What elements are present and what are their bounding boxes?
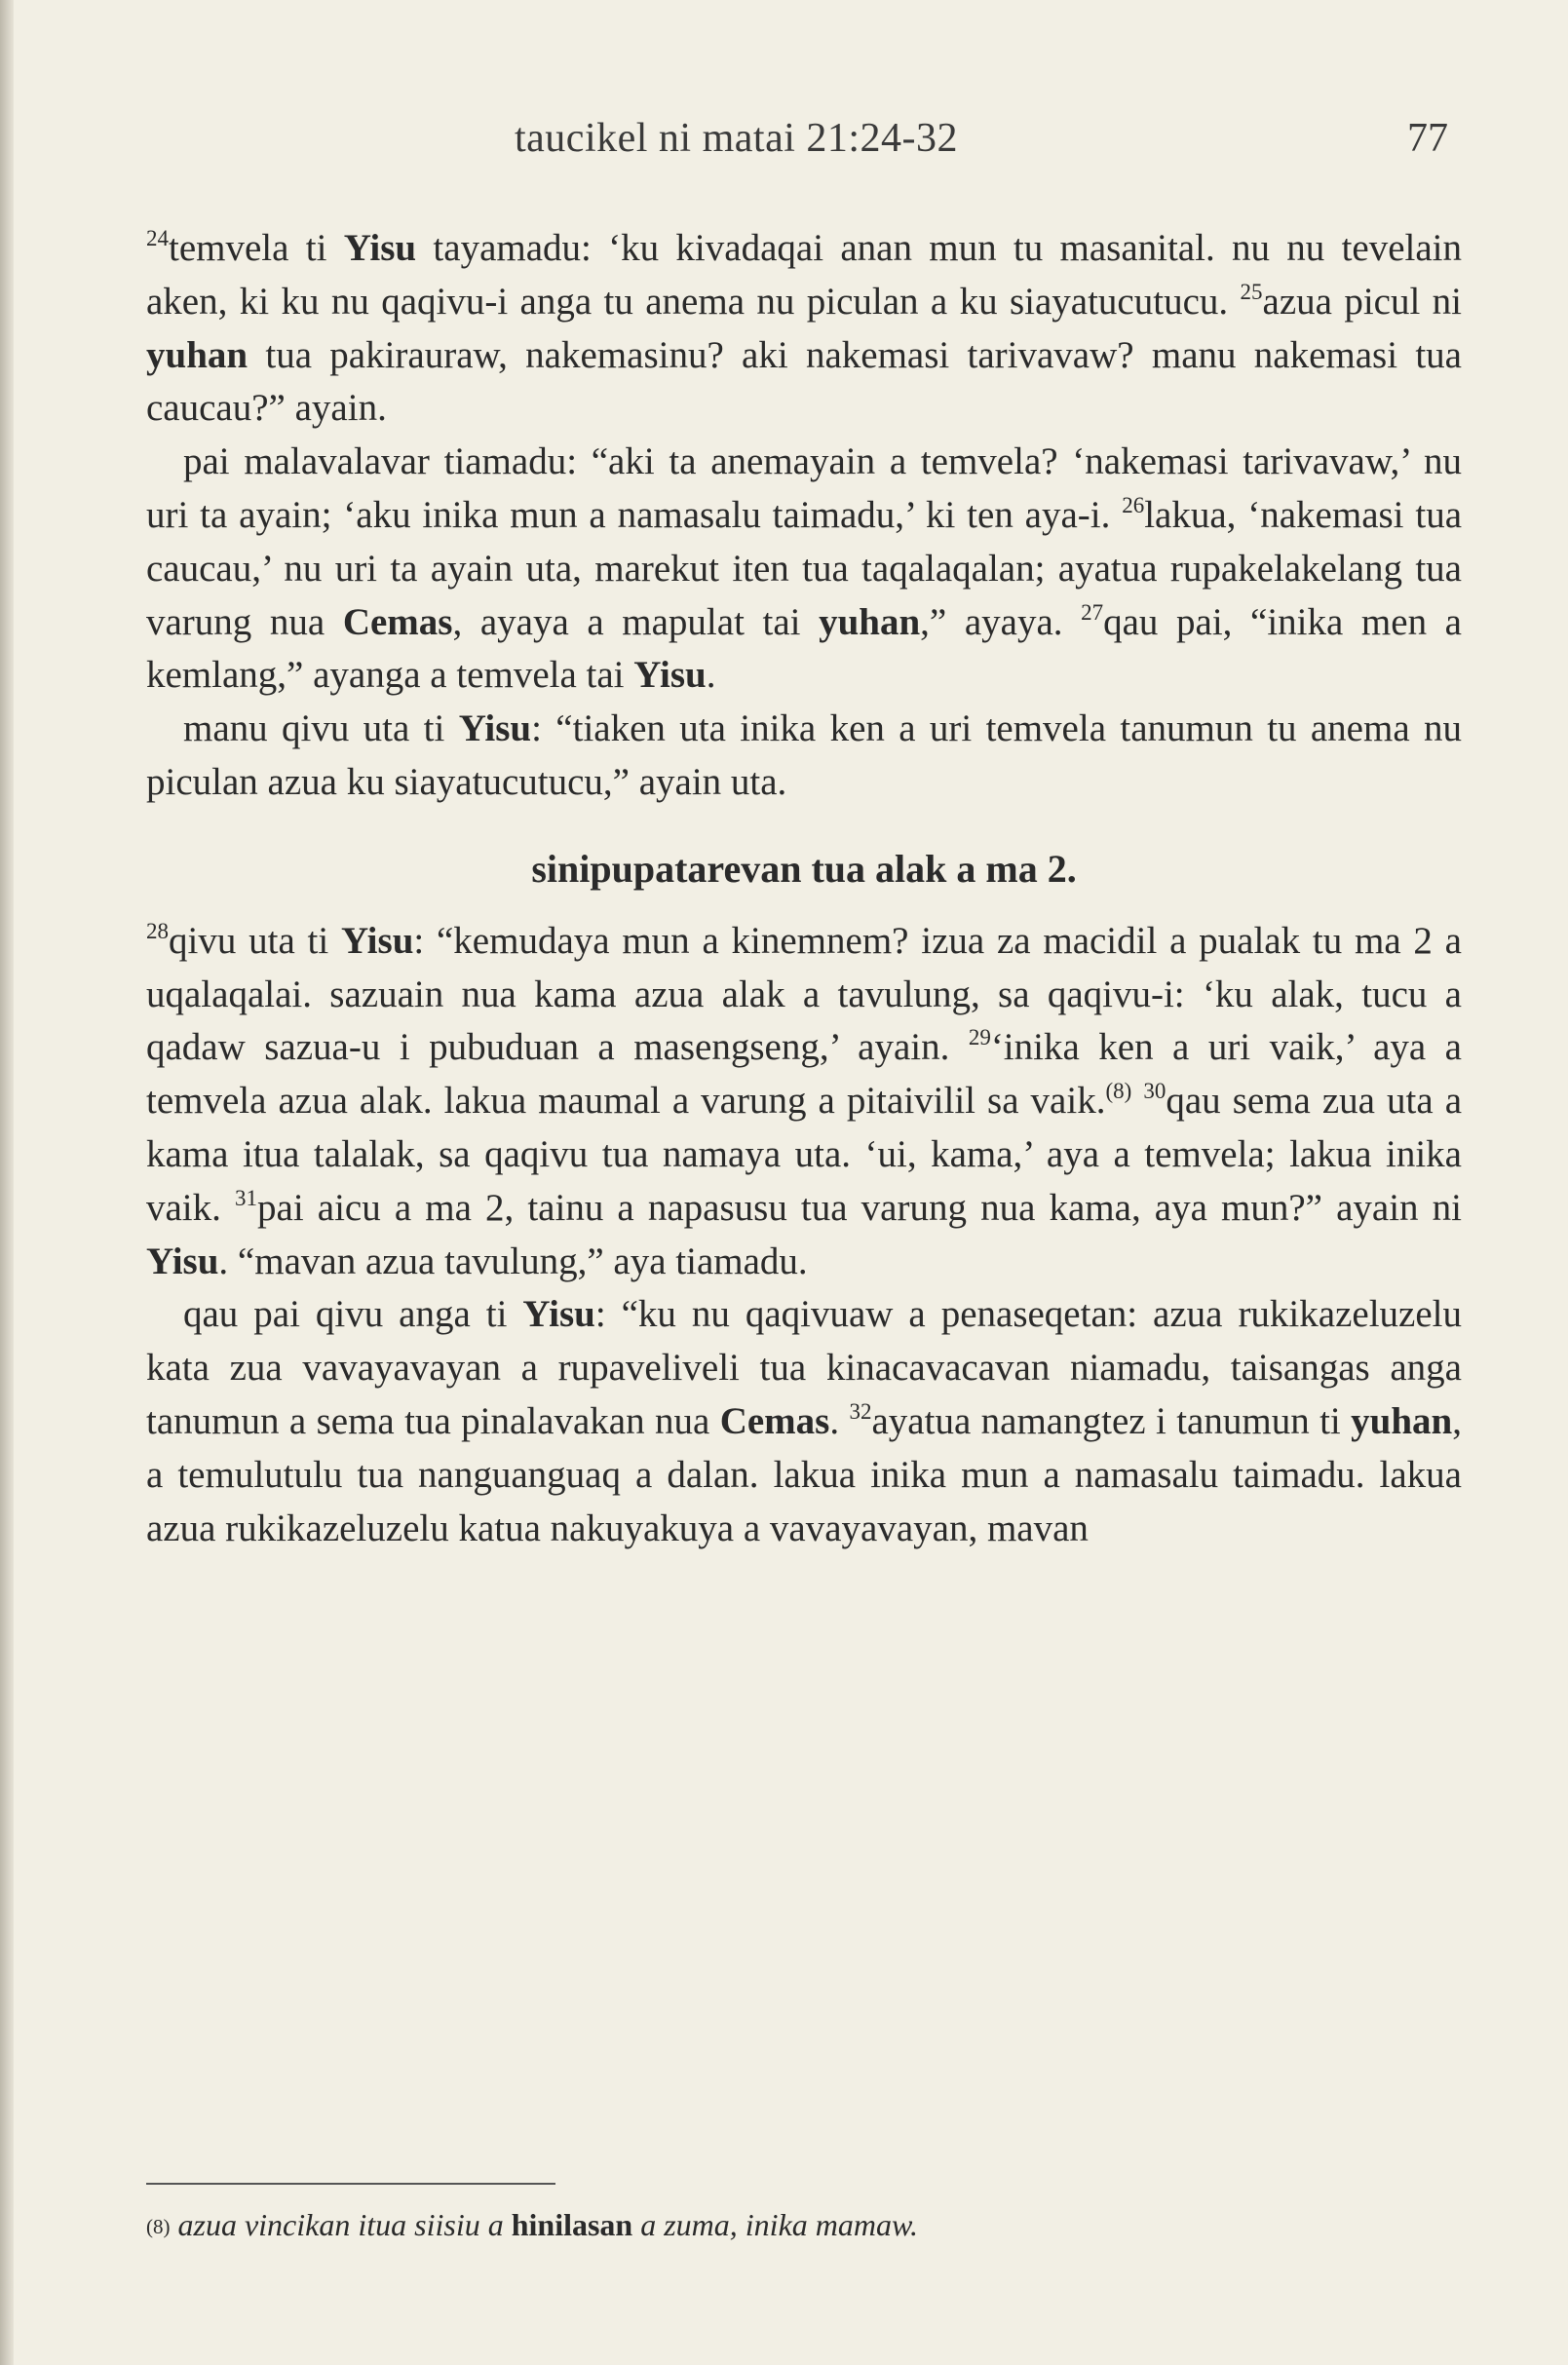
footnote-text <box>171 2207 918 2242</box>
bold-term: Cemas <box>719 1399 830 1442</box>
text-run: azua vincikan itua siisiu a <box>170 2207 512 2242</box>
text-run: : “kemudaya mun a kinemnem? izua za macidil a pualak tu ma 2 a uqalaqalai. sazuain nua kama azua alak a tavulung, sa qaqivu-i: ‘ku alak, tucu a qadaw sazua-u i pubuduan a masengseng,’ ayain. <box>146 919 1462 1069</box>
verse-number: 29 <box>968 1025 991 1050</box>
text-run: qivu uta ti <box>169 919 341 962</box>
verse-number: 26 <box>1122 492 1145 517</box>
running-head: taucikel ni matai 21:24-32 <box>515 116 959 161</box>
verse-number: 31 <box>235 1185 258 1210</box>
bold-term: Yisu <box>340 919 414 962</box>
footnote <box>146 2204 1462 2245</box>
text-run: qau sema zua uta a kama itua talalak, sa qaqivu tua namaya uta. ‘ui, kama,’ aya a temvela; lakua inika vaik. <box>146 1080 1462 1229</box>
bold-term: yuhan <box>819 600 921 643</box>
page-number: 77 <box>1407 116 1448 161</box>
bold-term: Yisu <box>633 654 707 697</box>
bold-term: Cemas <box>342 600 453 643</box>
bold-term: yuhan <box>146 333 249 376</box>
paragraph-group-1 <box>146 222 1462 810</box>
verse-number: 30 <box>1143 1079 1166 1104</box>
text-run: lakua, ‘nakemasi tua caucau,’ nu uri ta ayain uta, marekut iten tua taqalaqalan; ayatua rupakelakelang tua varung nua <box>146 493 1463 643</box>
footnote-ref: (8) <box>1105 1079 1132 1104</box>
page-header <box>0 115 1568 173</box>
bold-term: Yisu <box>146 1240 219 1282</box>
paragraph <box>146 436 1462 703</box>
text-run: pai aicu a ma 2, tainu a napasusu tua varung nua kama, aya mun?” ayain ni <box>257 1186 1462 1229</box>
paragraph <box>146 703 1462 810</box>
text-run: azua picul ni <box>1262 280 1463 323</box>
text-run: a zuma, inika mamaw. <box>632 2207 918 2242</box>
verse-number: 25 <box>1240 279 1263 304</box>
verse-number: 32 <box>849 1398 872 1424</box>
text-run: . <box>706 654 716 697</box>
text-run: : “tiaken uta inika ken a uri temvela tanumun tu anema nu piculan azua ku siayatucutucu,” ayain uta. <box>146 707 1462 803</box>
text-run: . “mavan azua tavulung,” aya tiamadu. <box>218 1240 808 1282</box>
section-heading: sinipupatarevan tua alak a ma 2. <box>531 846 1077 891</box>
verse-number: 24 <box>146 226 169 250</box>
paragraph <box>146 1288 1462 1555</box>
text-run: : “ku nu qaqivuaw a penaseqetan: azua rukikazeluzelu kata zua vavayavayan a rupaveliveli tua kinacavacavan niamadu, taisangas anga tanumun a sema tua pinalavakan nua <box>146 1293 1462 1442</box>
footnote-mark: (8) <box>146 2215 171 2238</box>
paragraph <box>146 915 1462 1289</box>
text-run: temvela ti <box>169 227 344 269</box>
text-run: , ayaya a mapulat tai <box>452 600 820 643</box>
text-body <box>146 222 1462 1555</box>
text-run: qau pai qivu anga ti <box>183 1293 523 1336</box>
text-run: . <box>829 1399 850 1442</box>
text-run: tua pakirauraw, nakemasinu? aki nakemasi tarivavaw? manu nakemasi tua caucau?” ayain. <box>146 333 1462 430</box>
text-run: ,” ayaya. <box>920 600 1082 643</box>
paragraph-group-2 <box>146 915 1462 1556</box>
footnote-rule <box>146 2183 555 2185</box>
paragraph <box>146 222 1462 436</box>
text-run: tayamadu: ‘ku kivadaqai anan mun tu masanital. nu nu tevelain aken, ki ku nu qaqivu-i anga tu anema nu piculan a ku siayatucutucu. <box>146 227 1463 323</box>
text-run: manu qivu uta ti <box>183 707 459 750</box>
bold-term: Yisu <box>458 707 532 750</box>
text-run <box>1131 1080 1143 1122</box>
bold-term: Yisu <box>343 227 417 269</box>
bold-term: Yisu <box>522 1293 595 1336</box>
text-run: pai malavalavar tiamadu: “aki ta anemayain a temvela? ‘nakemasi tarivavaw,’ nu uri ta ayain; ‘aku inika mun a namasalu taimadu,’ ki ten aya-i. <box>146 440 1462 536</box>
bold-term: yuhan <box>1351 1399 1453 1442</box>
page-edge <box>0 0 14 2365</box>
text-run: , a temulutulu tua nanguanguaq a dalan. lakua inika mun a namasalu taimadu. lakua azua rukikazeluzelu katua nakuyakuya a vavayavayan, mavan <box>146 1399 1462 1549</box>
verse-number: 27 <box>1081 599 1104 625</box>
text-run: qau pai, “inika men a kemlang,” ayanga a temvela tai <box>146 600 1462 697</box>
text-run: ‘inika ken a uri vaik,’ aya a temvela azua alak. lakua maumal a varung a pitaivilil sa vaik. <box>146 1026 1462 1123</box>
bold-term: hinilasan <box>511 2207 633 2242</box>
text-run: ayatua namangtez i tanumun ti <box>871 1399 1352 1442</box>
verse-number: 28 <box>146 918 169 943</box>
